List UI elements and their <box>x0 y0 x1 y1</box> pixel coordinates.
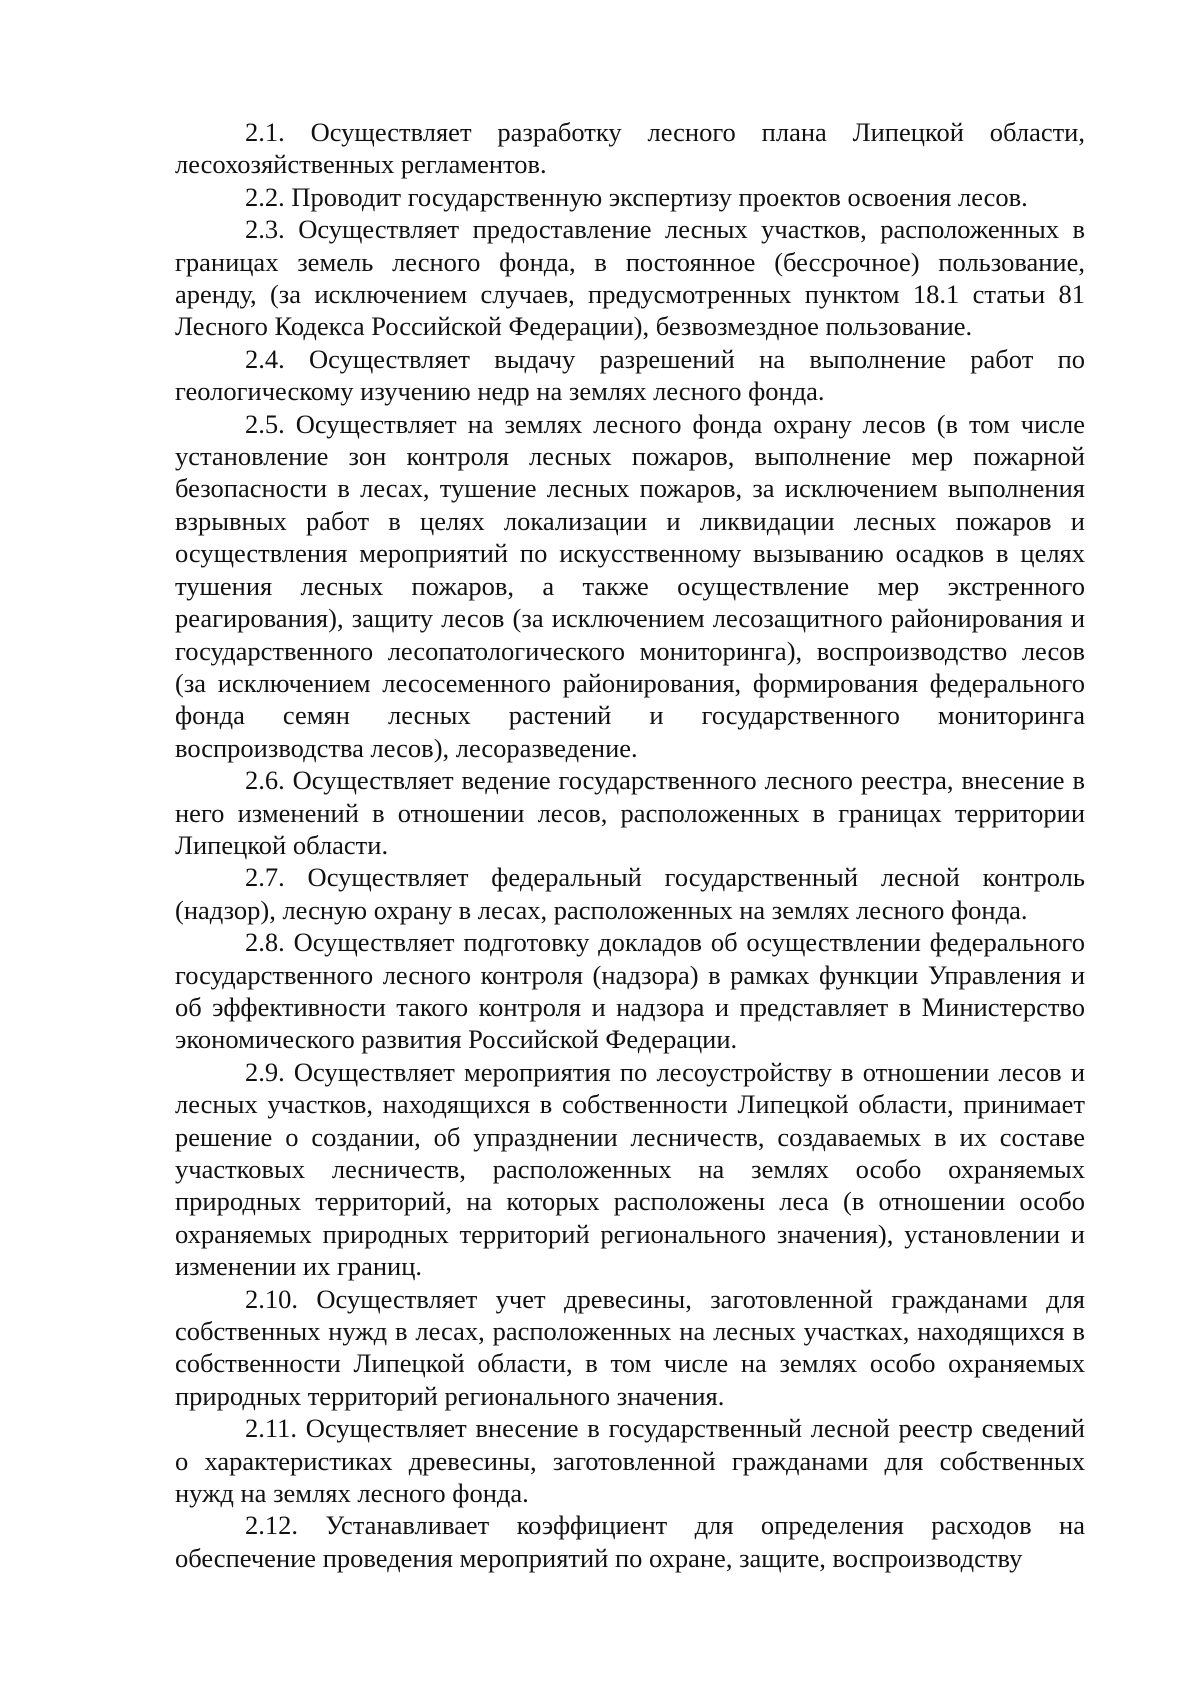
paragraph-2-6: 2.6. Осуществляет ведение государственного лесного реестра, внесение в него изменений в отношении лесов, расположенных в границах территории Липецкой области. <box>175 765 1085 860</box>
paragraph-2-5: 2.5. Осуществляет на землях лесного фонда охрану лесов (в том числе установление зон контроля лесных пожаров, выполнение мер пожарной безопасности в лесах, тушение лесных пожаров, за исключением выполнения взрывных работ в целях локализации и ликвидации лесных пожаров и осуществления мероприятий по искусственному вызыванию осадков в целях тушения лесных пожаров, а также осуществление мер экстренного реагирования), защиту лесов (за исключением лесозащитного районирования и государственного лесопатологического мониторинга), воспроизводство лесов (за исключением лесосеменного районирования, формирования федерального фонда семян лесных растений и государственного мониторинга воспроизводства лесов), лесоразведение. <box>175 408 1085 763</box>
paragraph-2-1: 2.1. Осуществляет разработку лесного плана Липецкой области, лесохозяйственных регламентов. <box>175 117 1085 180</box>
paragraph-2-12: 2.12. Устанавливает коэффициент для определения расходов на обеспечение проведения мероприятий по охране, защите, воспроизводству <box>175 1510 1085 1573</box>
paragraph-2-10: 2.10. Осуществляет учет древесины, заготовленной гражданами для собственных нужд в лесах, расположенных на лесных участках, находящихся в собственности Липецкой области, в том числе на землях особо охраняемых природных территорий регионального значения. <box>175 1283 1085 1411</box>
paragraph-2-2: 2.2. Проводит государственную экспертизу проектов освоения лесов. <box>245 181 1028 212</box>
paragraph-2-9: 2.9. Осуществляет мероприятия по лесоустройству в отношении лесов и лесных участков, находящихся в собственности Липецкой области, принимает решение о создании, об упразднении лесничеств, создаваемых в их составе участковых лесничеств, расположенных на землях особо охраняемых природных территорий, на которых расположены леса (в отношении особо охраняемых природных территорий регионального значения), установлении и изменении их границ. <box>175 1056 1085 1282</box>
paragraph-2-3: 2.3. Осуществляет предоставление лесных участков, расположенных в границах земель лесного фонда, в постоянное (бессрочное) пользование, аренду, (за исключением случаев, предусмотренных пунктом 18.1 статьи 81 Лесного Кодекса Российской Федерации), безвозмездное пользование. <box>175 214 1085 342</box>
paragraph-2-11: 2.11. Осуществляет внесение в государственный лесной реестр сведений о характеристиках древесины, заготовленной гражданами для собственных нужд на землях лесного фонда. <box>175 1413 1085 1509</box>
document-page <box>175 116 1085 1574</box>
paragraph-2-7: 2.7. Осуществляет федеральный государственный лесной контроль (надзор), лесную охрану в лесах, расположенных на землях лесного фонда. <box>175 862 1085 925</box>
paragraph-2-4: 2.4. Осуществляет выдачу разрешений на выполнение работ по геологическому изучению недр на землях лесного фонда. <box>175 343 1085 407</box>
paragraph-2-8: 2.8. Осуществляет подготовку докладов об осуществлении федерального государственного лесного контроля (надзора) в рамках функции Управления и об эффективности такого контроля и надзора и представляет в Министерство экономического развития Российской Федерации. <box>175 927 1085 1055</box>
